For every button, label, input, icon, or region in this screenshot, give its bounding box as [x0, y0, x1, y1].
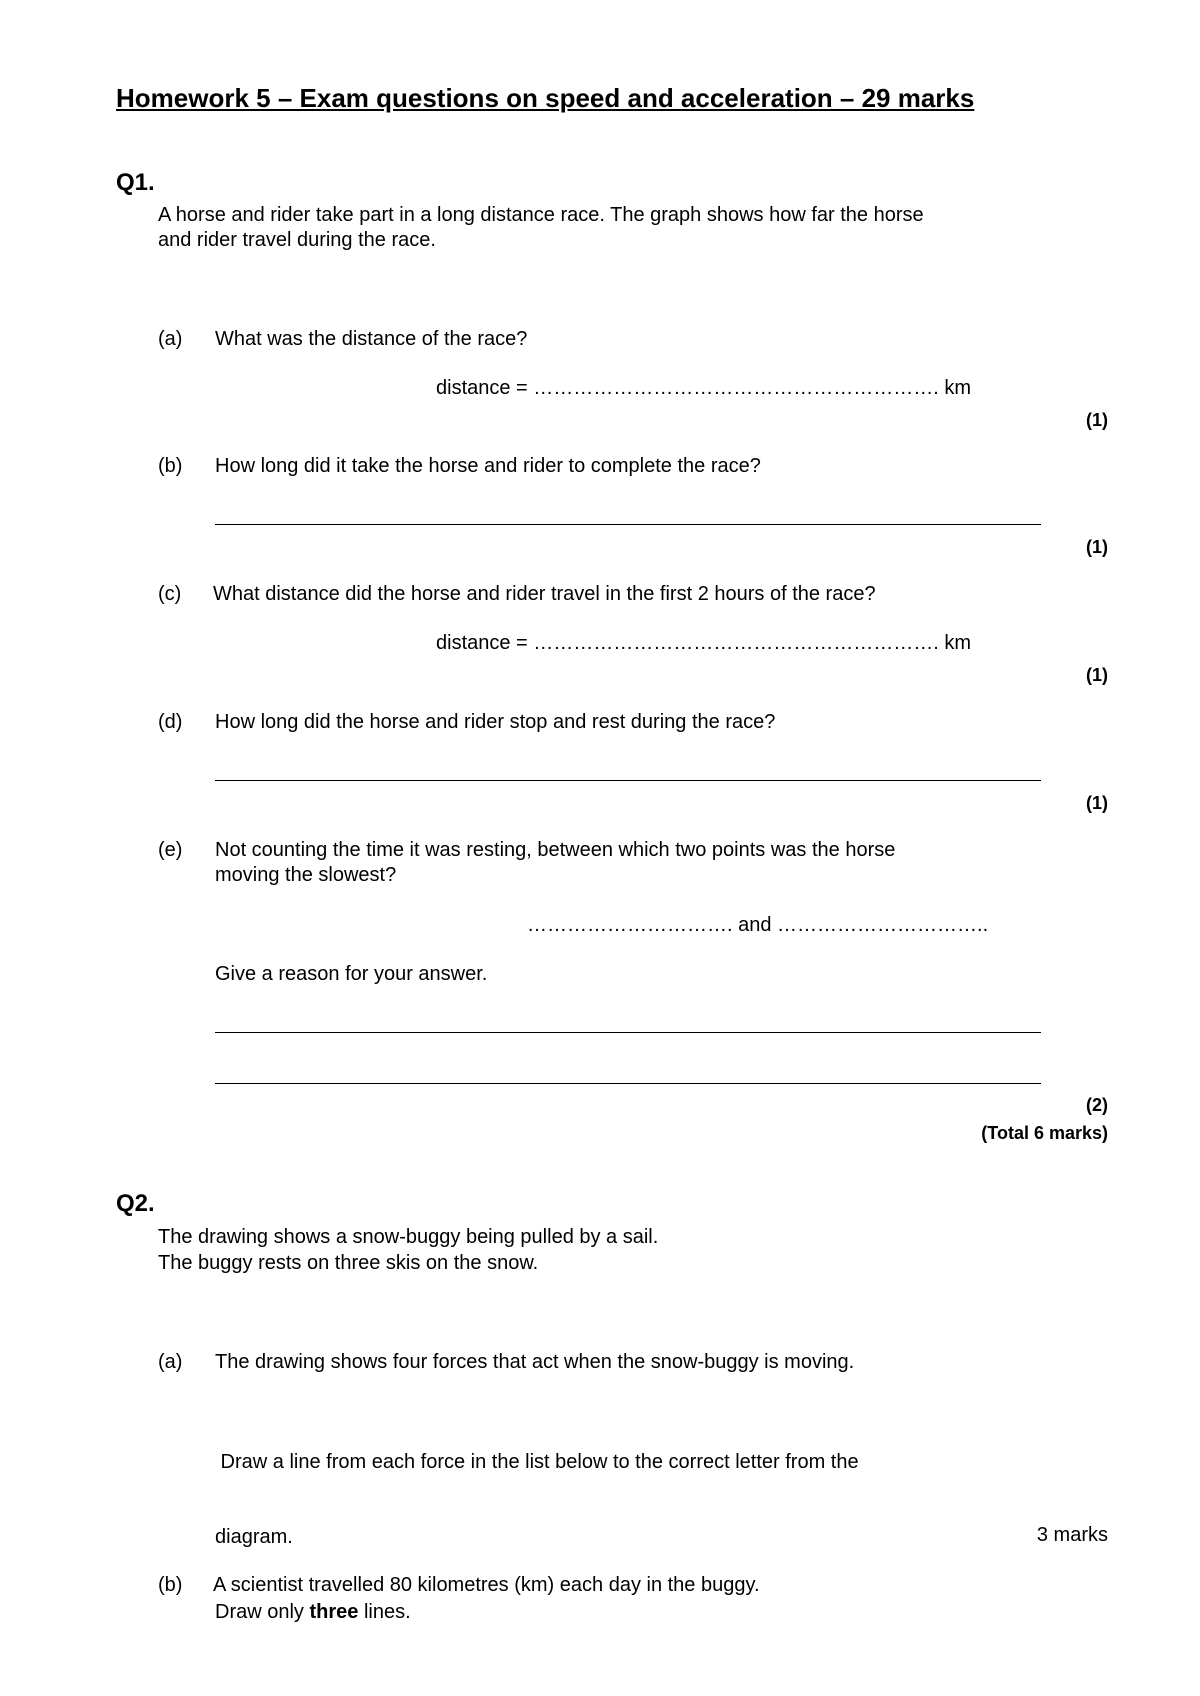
q1-intro — [158, 203, 1038, 253]
q1-heading: Q1. — [116, 169, 155, 196]
q1e-reason-line-1[interactable] — [215, 1032, 1041, 1033]
q2a-instr-line2: diagram. — [215, 1526, 293, 1548]
q1e-label: (e) — [158, 839, 183, 861]
q2-intro-line2: The buggy rests on three skis on the snow. — [158, 1252, 539, 1274]
q2a-instr-line3 — [215, 1600, 1015, 1625]
q1a-mark: (1) — [1086, 410, 1108, 430]
q2a-instr-post: lines. — [358, 1601, 411, 1623]
q1c-mark: (1) — [1086, 665, 1108, 685]
q1b-label: (b) — [158, 455, 183, 477]
q1c-answer-field[interactable]: distance = ……………………………………………………. km — [436, 632, 972, 654]
q1e-text-line1: Not counting the time it was resting, between which two points was the horse — [215, 839, 896, 861]
q2a-instr-line1: Draw a line from each force in the list below to the correct letter from the — [215, 1451, 859, 1473]
q1a-label: (a) — [158, 328, 183, 350]
q1e-mark: (2) — [1086, 1095, 1108, 1115]
q1b-answer-line[interactable] — [215, 524, 1041, 525]
q1d-mark: (1) — [1086, 793, 1108, 813]
q1a-text: What was the distance of the race? — [215, 328, 528, 350]
q1c-label: (c) — [158, 583, 182, 605]
q1b-mark: (1) — [1086, 537, 1108, 557]
q2-heading: Q2. — [116, 1190, 155, 1217]
q1-intro-line2: and rider travel during the race. — [158, 229, 436, 251]
q2a-text: The drawing shows four forces that act when the snow-buggy is moving. — [215, 1351, 855, 1373]
q2-intro — [158, 1225, 1038, 1276]
q2b-label: (b) — [158, 1574, 183, 1596]
q2a-instructions — [215, 1400, 1015, 1650]
q1e-reason: Give a reason for your answer. — [215, 963, 488, 985]
q2a-mark: 3 marks — [1036, 1524, 1108, 1546]
q1c-text: What distance did the horse and rider travel in the first 2 hours of the race? — [213, 583, 876, 605]
page-title: Homework 5 – Exam questions on speed and acceleration – 29 marks — [116, 83, 975, 113]
q1d-text: How long did the horse and rider stop and rest during the race? — [215, 711, 776, 733]
q1-total: (Total 6 marks) — [981, 1123, 1108, 1143]
q1d-label: (d) — [158, 711, 183, 733]
q1b-text: How long did it take the horse and rider to complete the race? — [215, 455, 761, 477]
q2-intro-line1: The drawing shows a snow-buggy being pulled by a sail. — [158, 1226, 659, 1248]
q1e-reason-line-2[interactable] — [215, 1083, 1041, 1084]
q2b-text: A scientist travelled 80 kilometres (km) each day in the buggy. — [213, 1574, 760, 1596]
q1e-answer-field[interactable]: …………………………. and ………………………….. — [527, 914, 989, 936]
q2a-instr-pre: Draw only — [215, 1601, 310, 1623]
q1a-answer-field[interactable]: distance = ……………………………………………………. km — [436, 377, 972, 399]
q2a-label: (a) — [158, 1351, 183, 1373]
q1d-answer-line[interactable] — [215, 780, 1041, 781]
q1e-text — [215, 838, 1015, 888]
q1e-text-line2: moving the slowest? — [215, 864, 397, 886]
q2a-instr-bold: three — [309, 1601, 359, 1623]
q1-intro-line1: A horse and rider take part in a long distance race. The graph shows how far the horse — [158, 204, 924, 226]
